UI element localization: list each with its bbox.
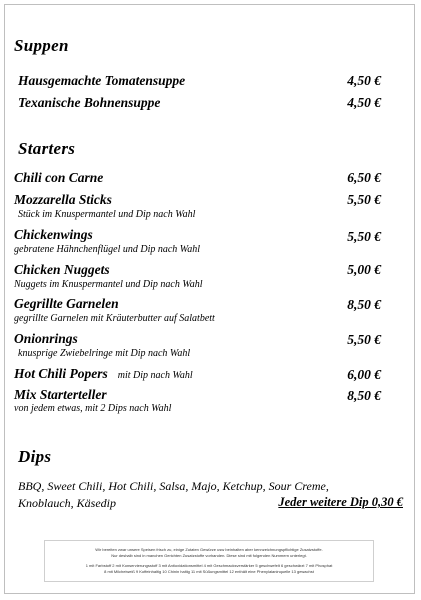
menu-item-name: Hausgemachte Tomatensuppe xyxy=(18,73,186,88)
menu-item-price: 6,00 € xyxy=(347,367,381,382)
footnote-line: Wir bereiten zwar unsere Speisen frisch zu, einige Zutaten Gewürze usw beinhalten aber kennzeichnungspflichtige Zusatzstoffe. xyxy=(95,547,323,552)
menu-item-name: Gegrillte Garnelen xyxy=(14,296,119,311)
menu-item-name: Chili con Carne xyxy=(14,170,104,185)
dips-list-line: BBQ, Sweet Chili, Hot Chili, Salsa, Majo, Ketchup, Sour Creme, xyxy=(18,479,329,493)
allergen-footnote-box xyxy=(44,540,374,582)
menu-item-name: Onionrings xyxy=(14,331,78,346)
extra-dip-price: Jeder weitere Dip 0,30 € xyxy=(278,495,403,509)
menu-item-name: Chicken Nuggets xyxy=(14,262,110,277)
menu-item-price: 6,50 € xyxy=(347,170,381,185)
menu-item-description: Nuggets im Knuspermantel und Dip nach Wahl xyxy=(14,279,203,290)
menu-item-name: Chickenwings xyxy=(14,227,93,242)
footnote-line: Nur deshalb sind in manchen Gerichten Zusatzstoffe vorhanden. Diese sind mit folgenden Nummern unterlegt. xyxy=(111,552,307,558)
menu-item-description: von jedem etwas, mit 2 Dips nach Wahl xyxy=(14,403,172,414)
menu-item-price: 5,50 € xyxy=(347,332,381,347)
menu-item-price: 8,50 € xyxy=(347,297,381,312)
menu-item-description: mit Dip nach Wahl xyxy=(117,370,193,381)
menu-item-price: 4,50 € xyxy=(347,73,381,88)
menu-item-price: 5,00 € xyxy=(347,262,381,277)
dips-list-line: Knoblauch, Käsedip xyxy=(18,496,116,510)
menu-item-description: gebratene Hähnchenflügel und Dip nach Wahl xyxy=(14,244,200,255)
menu-item-price: 5,50 € xyxy=(347,229,381,244)
menu-item-name: Mix Starterteller xyxy=(14,387,107,402)
footnote-line: 8 mit Milcheiweiß 9 Koffeinhaltig 10 Chinin haltig 11 mit Süßungsmittel 12 enthält eine Phenylalaninquelle 13 gewachst xyxy=(104,568,314,574)
section-title-dips: Dips xyxy=(18,447,52,466)
menu-item-description: knusprige Zwiebelringe mit Dip nach Wahl xyxy=(18,348,191,359)
footnote-line: 1 mit Farbstoff 2 mit Konservierungsstoff 3 mit Antioxidationsmittel 4 mit Geschmacksverstärker 5 geschwefelt 6 geschwärzt 7 mit Phosphat xyxy=(85,563,333,568)
menu-item-price: 5,50 € xyxy=(347,192,381,207)
menu-item-description: gegrillte Garnelen mit Kräuterbutter auf Salatbett xyxy=(14,313,215,324)
menu-item-name xyxy=(14,366,193,382)
section-title-starters: Starters xyxy=(18,139,76,158)
menu-item-price: 8,50 € xyxy=(347,388,381,403)
menu-item-name: Texanische Bohnensuppe xyxy=(18,95,161,110)
menu-item-description: Stück im Knuspermantel und Dip nach Wahl xyxy=(18,209,196,220)
menu-item-name: Mozzarella Sticks xyxy=(14,192,112,207)
section-title-suppen: Suppen xyxy=(14,36,69,55)
menu-item-name-text: Hot Chili Popers xyxy=(14,366,108,381)
menu-item-price: 4,50 € xyxy=(347,95,381,110)
